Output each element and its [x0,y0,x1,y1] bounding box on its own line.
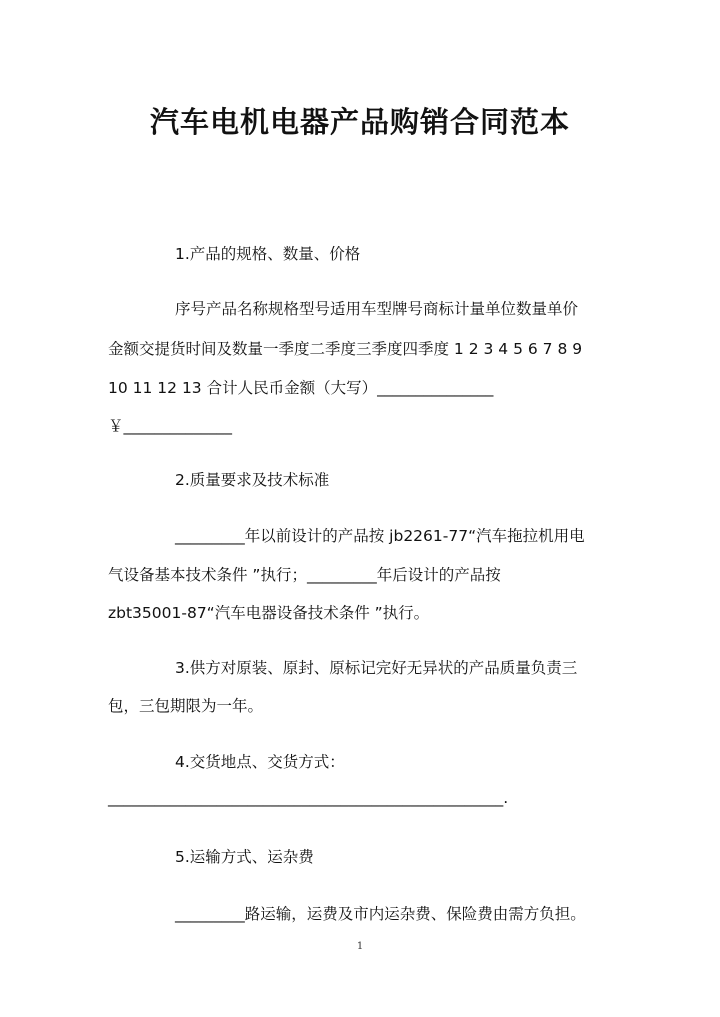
section-1-heading: 1.产品的规格、数量、价格 [175,245,361,263]
body-line: 序号产品名称规格型号适用车型牌号商标计量单位数量单价 [175,300,579,318]
body-line: 10 11 12 13 合计人民币金额（大写）_______________ [108,379,494,397]
body-line: 金额交提货时间及数量一季度二季度三季度四季度 1 2 3 4 5 6 7 8 9 [108,340,583,358]
body-line: ___________________________________________________. [108,789,509,807]
body-line: ￥______________ [108,417,233,435]
section-4-heading: 4.交货地点、交货方式： [175,753,345,771]
body-line: _________年以前设计的产品按 jb2261-77“汽车拖拉机用电 [175,527,585,545]
body-line: _________路运输，运费及市内运杂费、保险费由需方负担。 [175,905,586,923]
document-title: 汽车电机电器产品购销合同范本 [149,105,570,139]
body-line: 气设备基本技术条件 ”执行；_________年后设计的产品按 [108,566,501,584]
body-line: 包，三包期限为一年。 [108,697,264,715]
section-2-heading: 2.质量要求及技术标准 [175,471,330,489]
section-3-heading: 3.供方对原装、原封、原标记完好无异状的产品质量负责三 [175,659,578,677]
section-5-heading: 5.运输方式、运杂费 [175,848,314,866]
page-number: 1 [356,941,364,952]
body-line: zbt35001-87“汽车电器设备技术条件 ”执行。 [108,604,430,622]
